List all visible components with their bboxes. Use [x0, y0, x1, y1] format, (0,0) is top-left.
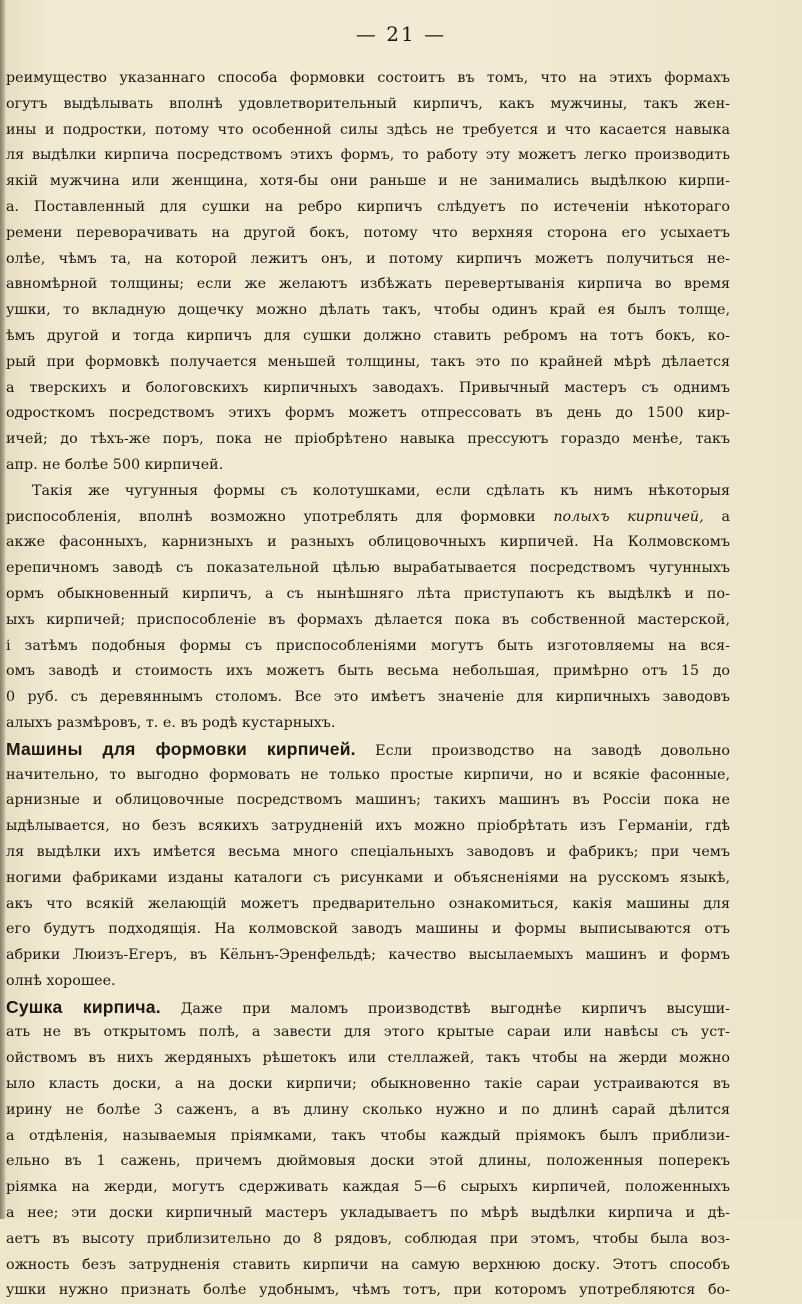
- text-line: аетъ въ высоту приблизительно до 8 рядовъ, соблюдая при этомъ, чтобы была воз-: [6, 1230, 730, 1247]
- text-line: огутъ выдѣлывать вполнѣ удовлетворительный кирпичъ, какъ мужчины, такъ жен-: [6, 95, 730, 112]
- text-line: [6, 505, 730, 531]
- text-line: ожность безъ затрудненія ставить кирпичи на самую верхнюю доску. Этотъ способъ: [6, 1256, 730, 1273]
- text-line: ыхъ кирпичей; приспособленіе въ формахъ дѣлается пока въ собственной мастерской,: [6, 611, 730, 628]
- text-line: акъ что всякій желающій можетъ предварительно ознакомиться, какія машины для: [6, 895, 730, 912]
- text-line: ѣмъ другой и тогда кирпичъ для сушки должно ставить ребромъ на тотъ бокъ, ко-: [6, 327, 730, 344]
- text-line: олѣе, чѣмъ та, на которой лежитъ онъ, и потому кирпичъ можетъ получиться не-: [6, 250, 730, 267]
- text-line: авномѣрной толщины; если же желаютъ избѣжать перевертыванія кирпича во время: [6, 276, 730, 293]
- text-line: омъ заводѣ и стоимость ихъ можетъ быть весьма небольшая, примѣрно отъ 15 до: [6, 663, 730, 680]
- text-line: его будутъ подходящія. На колмовской заводъ машины и формы выписываются отъ: [6, 921, 730, 938]
- text-line: одросткомъ посредствомъ этихъ формъ можетъ отпрессовать въ день до 1500 кир-: [6, 405, 730, 422]
- text-line: а нее; эти доски кирпичный мастеръ укладываетъ по мѣрѣ выдѣлки кирпича и дѣ-: [6, 1205, 730, 1222]
- text-line: ыло класть доски, а на доски кирпичи; обыкновенно такіе сараи устраиваются въ: [6, 1076, 730, 1093]
- text-line: ушки, то вкладную дощечку можно дѣлать такъ, чтобы одинъ край ея былъ толще,: [6, 302, 730, 319]
- text-line: Такія же чугунныя формы съ колотушками, если сдѣлать къ нимъ нѣкоторыя: [32, 482, 730, 499]
- text-run: Если производство на заводѣ довольно: [355, 742, 730, 759]
- section-heading-drying: Сушка кирпича.: [6, 996, 161, 1017]
- text-line: рый при формовкѣ получается меньшей толщины, такъ это по крайней мѣрѣ дѣлается: [6, 353, 730, 370]
- text-line: ельно въ 1 сажень, причемъ дюймовыя доски этой длины, положенныя поперекъ: [6, 1153, 730, 1170]
- text-line: ля выдѣлки кирпича посредствомъ этихъ формъ, то работу эту можетъ легко производить: [6, 147, 730, 164]
- section-heading-machines: Машины для формовки кирпичей.: [6, 738, 356, 759]
- text-line: начительно, то выгодно формовать не только простые кирпичи, но и всякіе фасонные,: [6, 766, 730, 783]
- text-line: ины и подростки, потому что особенной силы здѣсь не требуется и что касается навыка: [6, 121, 730, 138]
- text-run: риспособленія, вполнѣ возможно употреблять для формовки: [6, 508, 554, 525]
- text-line: [6, 737, 730, 763]
- paragraph-3: [6, 737, 730, 995]
- text-line: арнизные и облицовочные посредствомъ машинъ; такихъ машинъ въ Россіи пока не: [6, 792, 730, 809]
- text-line: ать не въ открытомъ полѣ, а завести для этого крытые сараи или навѣсы съ уст-: [6, 1024, 730, 1041]
- body-text: [6, 66, 730, 1304]
- text-line: олнѣ хорошее.: [6, 972, 116, 989]
- text-run: а: [703, 508, 730, 525]
- text-line: а отдѣленія, называемыя пріямками, такъ чтобы каждый пріямокъ былъ приблизи-: [6, 1127, 730, 1144]
- paragraph-4: [6, 995, 730, 1304]
- text-line: якій мужчина или женщина, хотя-бы они раньше и не занимались выдѣлкою кирпи-: [6, 173, 730, 190]
- paragraph-2: [6, 479, 730, 737]
- text-line: ріямка на жерди, могутъ сдерживать каждая 5—6 сырыхъ кирпичей, положенныхъ: [6, 1179, 730, 1196]
- text-line: реимущество указаннаго способа формовки состоитъ въ томъ, что на этихъ формахъ: [6, 70, 730, 86]
- text-line: ичей; до тѣхъ-же поръ, пока не пріобрѣтено навыка прессуютъ гораздо менѣе, такъ: [6, 431, 730, 448]
- paragraph-1: [6, 66, 730, 479]
- text-line: ормъ обыкновенный кирпичъ, а съ нынѣшняго лѣта приступаютъ къ выдѣлкѣ и по-: [6, 585, 730, 602]
- italic-term: полыхъ кирпичей,: [553, 508, 704, 525]
- text-line: ремени переворачивать на другой бокъ, потому что верхняя сторона его усыхаетъ: [6, 224, 730, 241]
- page-number: — 21 —: [355, 22, 447, 46]
- text-line: акже фасонныхъ, карнизныхъ и разныхъ облицовочныхъ кирпичей. На Колмовскомъ: [6, 534, 730, 551]
- text-line: абрики Люизъ-Егеръ, въ Кёльнъ-Эренфельдѣ; качество высылаемыхъ машинъ и формъ: [6, 947, 730, 964]
- text-line: ирину не болѣе 3 саженъ, а въ длину сколько нужно и по длинѣ сарай дѣлится: [6, 1101, 730, 1118]
- text-line: 0 руб. съ деревяннымъ столомъ. Все это имѣетъ значеніе для кирпичныхъ заводовъ: [6, 689, 730, 706]
- text-line: ногими фабриками изданы каталоги съ рисунками и объясненіями на русскомъ языкѣ,: [6, 869, 730, 886]
- text-line: ушки нужно признать болѣе удобнымъ, чѣмъ тотъ, при которомъ употребляются бо-: [6, 1282, 730, 1299]
- text-line: алыхъ размѣровъ, т. е. въ родѣ кустарныхъ.: [6, 714, 336, 731]
- text-line: і затѣмъ подобныя формы съ приспособленіями могутъ быть изготовляемы на вся-: [6, 637, 730, 654]
- text-line: а тверскихъ и бологовскихъ кирпичныхъ заводахъ. Привычный мастеръ съ однимъ: [6, 379, 730, 396]
- text-line: ерепичномъ заводѣ съ показательной цѣлью вырабатывается посредствомъ чугунныхъ: [6, 560, 730, 577]
- text-line: а. Поставленный для сушки на ребро кирпичъ слѣдуетъ по истеченіи нѣкотораго: [6, 198, 730, 215]
- text-line: ля выдѣлки ихъ имѣется весьма много спеціальныхъ заводовъ и фабрикъ; при чемъ: [6, 843, 730, 860]
- text-line: ойствомъ въ нихъ жердяныхъ рѣшетокъ или стеллажей, такъ чтобы на жерди можно: [6, 1050, 730, 1067]
- text-line: апр. не болѣе 500 кирпичей.: [6, 456, 224, 473]
- text-run: Даже при маломъ производствѣ выгоднѣе кирпичъ высуши-: [160, 1000, 730, 1017]
- text-line: ыдѣлывается, но безъ всякихъ затрудненій ихъ можно пріобрѣтать изъ Германіи, гдѣ: [6, 818, 730, 835]
- text-line: [6, 995, 730, 1021]
